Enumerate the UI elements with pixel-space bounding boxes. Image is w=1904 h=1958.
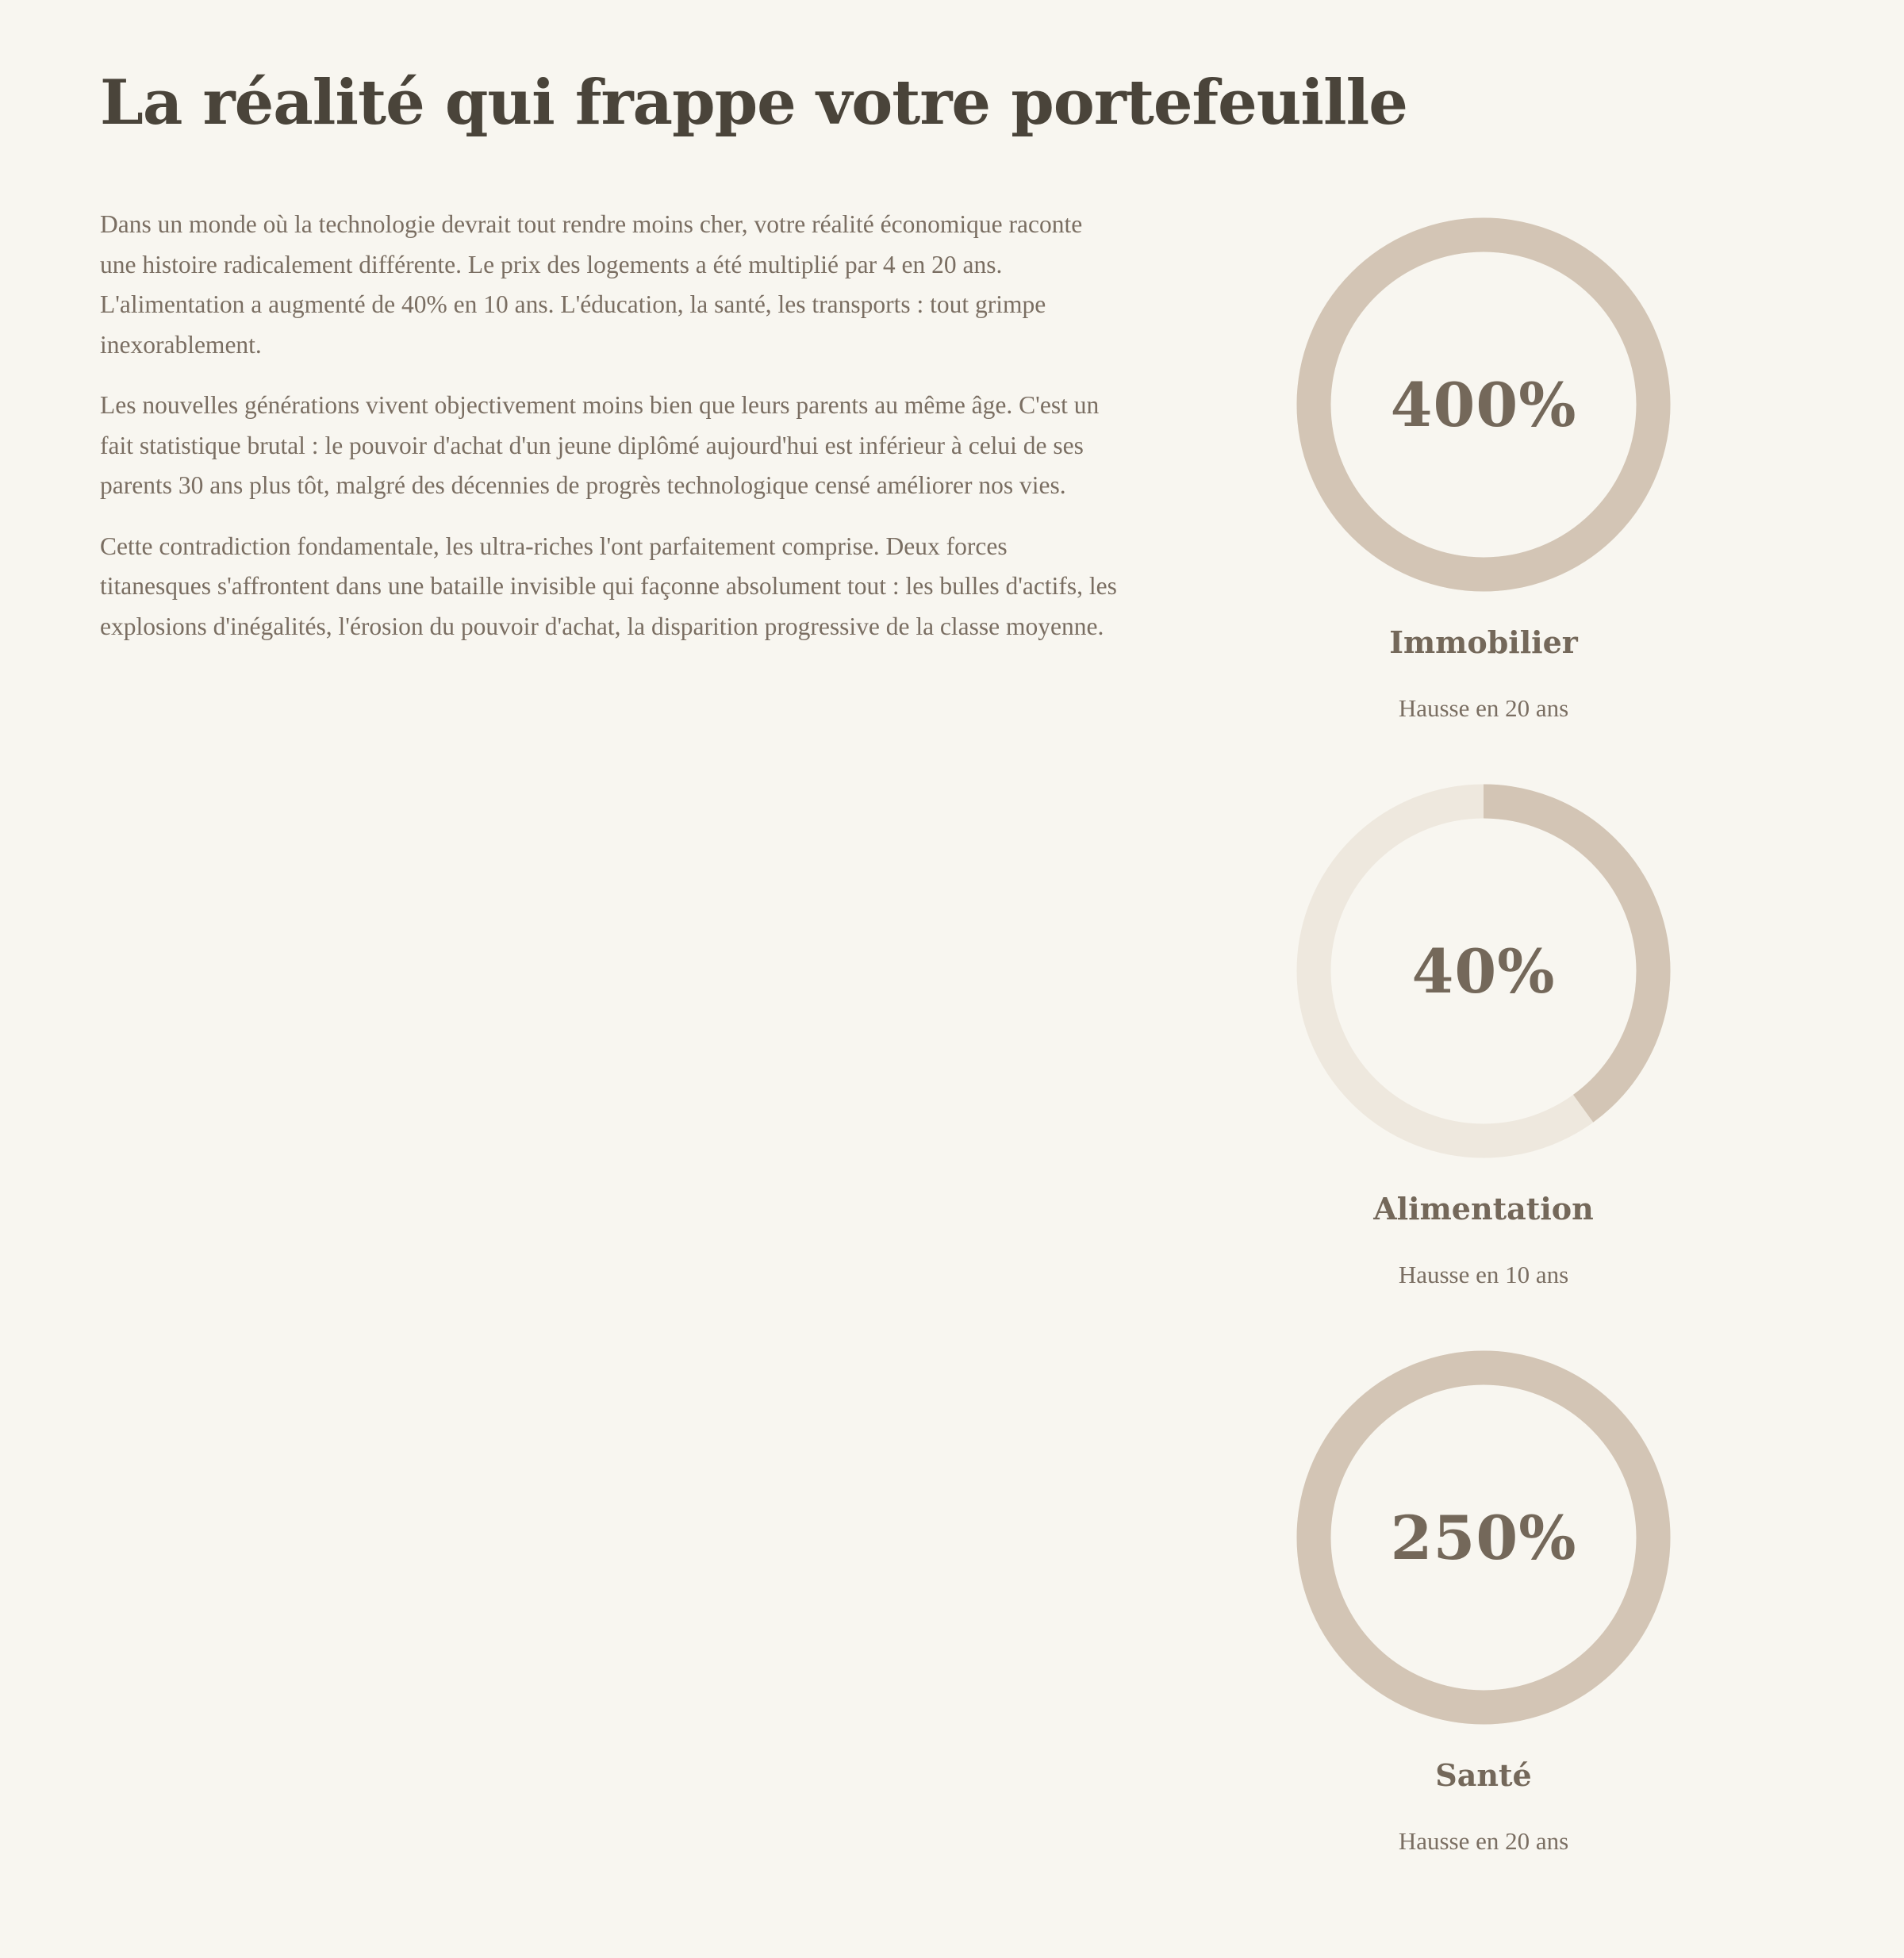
progress-ring — [1285, 206, 1682, 603]
stat-label: Immobilier — [1389, 624, 1578, 660]
paragraph-1: Dans un monde où la technologie devrait tout rendre moins cher, votre réalité économique raconte une histoire radicalement différente. Le prix des logements a été multiplié par 4 en 20 ans. L'alimentation a augmenté de 40% en 10 ans. L'éducation, la santé, les transports : tout grimpe inexorablement. — [100, 210, 1083, 359]
paragraph-3: Cette contradiction fondamentale, les ultra-riches l'ont parfaitement comprise. Deux forces titanesques s'affrontent dans une bataille invisible qui façonne absolument tout : les bulles d'actifs, les explosions d'inégalités, l'érosion du pouvoir d'achat, la disparition progressive de la classe moyenne. — [100, 532, 1117, 640]
intro-text — [100, 205, 1123, 667]
stat-value: 40% — [1411, 935, 1556, 1007]
stat-alimentation — [1285, 773, 1682, 1328]
stat-description: Hausse en 20 ans — [1398, 1827, 1569, 1855]
stat-value: 400% — [1390, 369, 1577, 440]
stat-label: Santé — [1435, 1757, 1532, 1793]
stat-value: 250% — [1390, 1502, 1577, 1573]
progress-ring — [1285, 1339, 1682, 1736]
progress-ring — [1285, 773, 1682, 1169]
stat-description: Hausse en 20 ans — [1398, 694, 1569, 722]
stat-label: Alimentation — [1373, 1191, 1594, 1227]
stat-immobilier — [1285, 206, 1682, 762]
stat-description: Hausse en 10 ans — [1398, 1261, 1569, 1288]
paragraph-2: Les nouvelles générations vivent objectivement moins bien que leurs parents au même âge. C'est un fait statistique brutal : le pouvoir d'achat d'un jeune diplômé aujourd'hui est inférieur à celui de ses parents 30 ans plus tôt, malgré des décennies de progrès technologique censé améliorer nos vies. — [100, 391, 1100, 499]
stat-sante — [1285, 1339, 1682, 1895]
page-title: La réalité qui frappe votre portefeuille — [100, 67, 1407, 139]
